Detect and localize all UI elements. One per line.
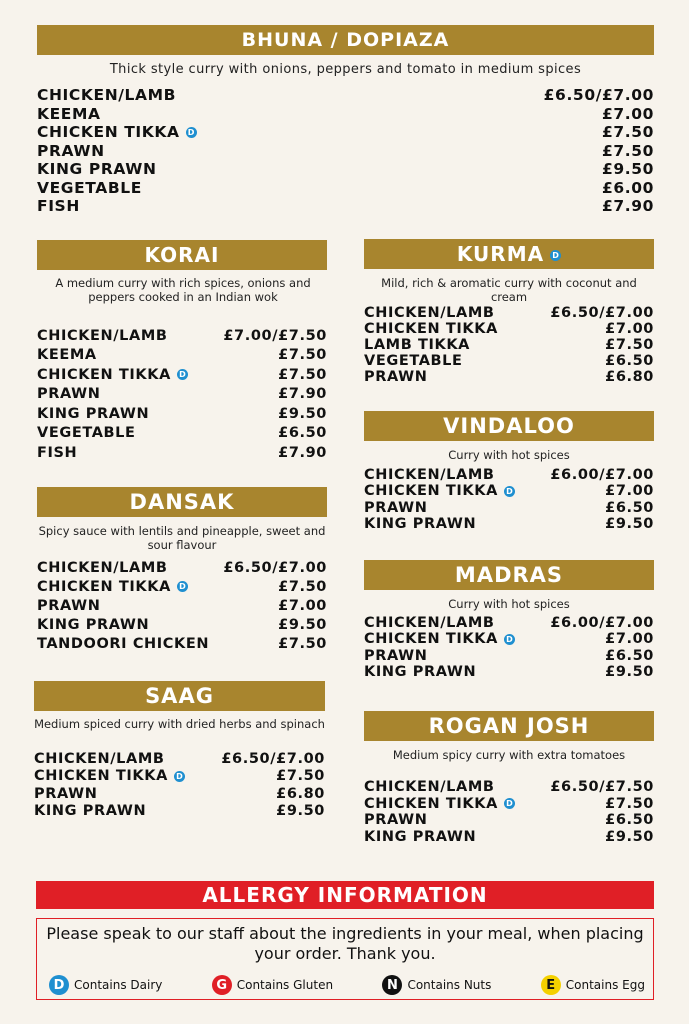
- dairy-icon: D: [550, 250, 561, 261]
- korai-header: [37, 240, 327, 270]
- menu-item-name: [37, 386, 101, 402]
- saag-description: Medium spiced curry with dried herbs and spinach: [34, 717, 325, 731]
- menu-item: [34, 785, 325, 803]
- menu-item-price: £6.50/£7.00: [223, 559, 327, 576]
- menu-item-name-text: CHICKEN/LAMB: [364, 615, 495, 632]
- dairy-icon: D: [186, 127, 197, 138]
- menu-item-name-text: VEGETABLE: [37, 178, 142, 197]
- menu-item-name: [364, 483, 515, 499]
- menu-item-name-text: PRAWN: [364, 812, 428, 829]
- menu-item-price: £6.50: [605, 647, 654, 664]
- menu-item-name: [37, 142, 105, 160]
- menu-item-name-text: KING PRAWN: [37, 160, 157, 179]
- menu-item-price: £7.00: [605, 321, 654, 337]
- rogan-header: [364, 711, 654, 741]
- madras-title: MADRAS: [454, 563, 564, 587]
- menu-item: [364, 516, 654, 532]
- menu-item: [364, 467, 654, 483]
- menu-item-name-text: CHICKEN/LAMB: [37, 327, 168, 344]
- dairy-icon: D: [177, 369, 188, 380]
- menu-item-name-text: KING PRAWN: [37, 405, 150, 422]
- menu-item-name-text: FISH: [37, 197, 80, 216]
- menu-item-name: [364, 500, 428, 516]
- menu-item-price: £7.50: [278, 347, 327, 364]
- menu-item: [364, 305, 654, 321]
- legend-dairy-label: Contains Dairy: [74, 978, 163, 992]
- menu-item: [364, 353, 654, 369]
- menu-item-price: £7.00/£7.50: [223, 327, 327, 344]
- menu-item-name: [364, 779, 495, 795]
- legend-gluten-label: Contains Gluten: [236, 978, 334, 992]
- dansak-title: DANSAK: [129, 490, 235, 514]
- menu-item: [364, 664, 654, 680]
- gluten-icon: G: [212, 975, 232, 995]
- menu-item: [34, 750, 325, 768]
- dansak-list: [37, 558, 327, 653]
- menu-item: [37, 558, 327, 577]
- vindaloo-list: [364, 467, 654, 532]
- menu-item-price: £7.00: [601, 104, 654, 123]
- menu-item: [37, 404, 327, 424]
- menu-item-name-text: KING PRAWN: [364, 516, 477, 533]
- menu-item-name-text: KING PRAWN: [364, 664, 477, 681]
- menu-item-price: £7.00: [278, 597, 327, 614]
- menu-item-name: [364, 829, 476, 845]
- kurma-list: [364, 305, 654, 385]
- menu-item-name-text: VEGETABLE: [364, 353, 463, 369]
- menu-item-name-text: PRAWN: [364, 647, 428, 664]
- menu-item-name: [37, 328, 168, 344]
- dairy-icon: D: [49, 975, 69, 995]
- menu-item-name: [37, 560, 168, 576]
- menu-item-price: £9.50: [605, 664, 654, 681]
- menu-item-name-text: CHICKEN TIKKA: [364, 321, 498, 337]
- menu-item-name: [364, 796, 515, 812]
- menu-item-name: [364, 467, 495, 483]
- menu-item-name: [37, 179, 142, 197]
- legend-nuts: [382, 975, 491, 995]
- bhuna-description: Thick style curry with onions, peppers and tomato in medium spices: [109, 62, 582, 77]
- menu-item-price: £7.50: [601, 141, 654, 160]
- menu-item: [37, 596, 327, 615]
- dansak-description: Spicy sauce with lentils and pineapple, sweet and sour flavour: [38, 524, 326, 552]
- bhuna-title: BHUNA / DOPIAZA: [241, 29, 450, 51]
- menu-item-name: [364, 615, 495, 631]
- menu-item: [37, 179, 654, 198]
- madras-description: Curry with hot spices: [448, 597, 570, 611]
- menu-item-price: £7.90: [601, 197, 654, 216]
- menu-item-price: £7.00: [605, 483, 654, 500]
- menu-item-name-text: CHICKEN TIKKA: [364, 483, 498, 500]
- saag-title: SAAG: [145, 684, 214, 708]
- menu-item-name-text: CHICKEN TIKKA: [37, 123, 180, 142]
- menu-item: [37, 105, 654, 124]
- nuts-icon: N: [382, 975, 402, 995]
- menu-item-price: £7.50: [601, 123, 654, 142]
- menu-item: [364, 483, 654, 499]
- menu-item-name-text: PRAWN: [34, 785, 98, 802]
- menu-item: [34, 768, 325, 786]
- menu-item-name-text: LAMB TIKKA: [364, 337, 470, 353]
- menu-item-name: [37, 617, 149, 633]
- menu-item-name: [364, 812, 428, 828]
- menu-item: [364, 369, 654, 385]
- menu-item-name: [364, 664, 476, 680]
- bhuna-header: [37, 25, 654, 55]
- madras-list: [364, 615, 654, 680]
- menu-item-name: [34, 768, 185, 784]
- vindaloo-title: VINDALOO: [443, 414, 575, 438]
- bhuna-list: [37, 86, 654, 216]
- menu-item-price: £9.50: [278, 405, 327, 422]
- menu-item: [364, 796, 654, 813]
- menu-item-name-text: KEEMA: [37, 347, 97, 364]
- menu-item: [37, 634, 327, 653]
- menu-item: [37, 385, 327, 405]
- menu-item-price: £9.50: [605, 516, 654, 533]
- menu-item-price: £7.90: [278, 386, 327, 403]
- menu-item-name: [37, 636, 209, 652]
- menu-item: [37, 86, 654, 105]
- vindaloo-description: Curry with hot spices: [448, 448, 570, 462]
- rogan-title: ROGAN JOSH: [428, 714, 590, 738]
- menu-item-name: [37, 598, 101, 614]
- menu-item-price: £7.50: [278, 366, 327, 383]
- menu-item-name: [364, 353, 463, 369]
- dairy-icon: D: [504, 486, 515, 497]
- menu-item-name-text: CHICKEN/LAMB: [34, 750, 165, 767]
- menu-item: [37, 142, 654, 161]
- menu-item-name-text: PRAWN: [37, 597, 101, 614]
- menu-item-name-text: PRAWN: [364, 499, 428, 516]
- menu-item-name-text: PRAWN: [364, 369, 428, 385]
- menu-item-name-text: CHICKEN/LAMB: [364, 305, 495, 321]
- dansak-header: [37, 487, 327, 517]
- menu-item-price: £6.50: [278, 425, 327, 442]
- menu-item: [37, 577, 327, 596]
- menu-item: [364, 337, 654, 353]
- allergy-header: ALLERGY INFORMATION: [36, 881, 654, 909]
- menu-item: [37, 123, 654, 142]
- legend-egg: [541, 975, 645, 995]
- menu-item-name: [364, 369, 428, 385]
- menu-item: [364, 631, 654, 647]
- menu-item: [364, 321, 654, 337]
- egg-icon: E: [541, 975, 561, 995]
- rogan-list: [364, 779, 654, 845]
- menu-item-name: [364, 516, 476, 532]
- menu-item-name: [37, 197, 80, 215]
- menu-item-name-text: CHICKEN TIKKA: [37, 578, 171, 595]
- menu-item-name: [37, 406, 149, 422]
- menu-item-name: [37, 160, 157, 178]
- allergen-legend: [49, 975, 645, 995]
- menu-item-name: [37, 105, 101, 123]
- menu-item: [364, 615, 654, 631]
- menu-item-name-text: CHICKEN/LAMB: [37, 86, 177, 105]
- menu-item-price: £6.50: [605, 812, 654, 829]
- menu-item-price: £6.50/£7.00: [221, 750, 325, 767]
- menu-item-price: £6.50: [605, 353, 654, 369]
- menu-item-name-text: CHICKEN/LAMB: [364, 779, 495, 796]
- menu-item-price: £7.50: [605, 337, 654, 353]
- vindaloo-header: [364, 411, 654, 441]
- menu-item-name-text: KEEMA: [37, 104, 101, 123]
- menu-item-name: [34, 786, 98, 802]
- korai-description: A medium curry with rich spices, onions and peppers cooked in an Indian wok: [55, 276, 311, 304]
- menu-item-price: £7.90: [278, 444, 327, 461]
- menu-item-name-text: TANDOORI CHICKEN: [37, 635, 210, 652]
- menu-item: [364, 648, 654, 664]
- menu-item-name-text: CHICKEN/LAMB: [37, 559, 168, 576]
- menu-item-name: [364, 648, 428, 664]
- menu-item-price: £7.50: [276, 768, 325, 785]
- menu-item: [364, 500, 654, 516]
- menu-item: [34, 803, 325, 821]
- menu-item-price: £6.80: [276, 785, 325, 802]
- legend-gluten: [212, 975, 333, 995]
- saag-header: [34, 681, 325, 711]
- menu-item-price: £7.50: [605, 795, 654, 812]
- menu-item: [37, 424, 327, 444]
- menu-item-name-text: FISH: [37, 444, 78, 461]
- menu-item-name-text: KING PRAWN: [34, 803, 147, 820]
- legend-egg-label: Contains Egg: [565, 978, 645, 992]
- menu-item: [37, 443, 327, 463]
- menu-item-name: [37, 123, 197, 141]
- kurma-description: Mild, rich & aromatic curry with coconut and cream: [381, 276, 637, 304]
- menu-item: [364, 779, 654, 796]
- legend-dairy: [49, 975, 162, 995]
- menu-item-price: £6.00: [601, 178, 654, 197]
- rogan-description: Medium spicy curry with extra tomatoes: [392, 748, 626, 762]
- menu-item-price: £6.50: [605, 499, 654, 516]
- menu-item-price: £7.50: [278, 635, 327, 652]
- menu-item-name-text: PRAWN: [37, 386, 101, 403]
- menu-item-price: £6.50/£7.50: [550, 779, 654, 796]
- menu-item: [37, 365, 327, 385]
- dairy-icon: D: [174, 771, 185, 782]
- menu-item-name-text: VEGETABLE: [37, 425, 136, 442]
- menu-item: [364, 829, 654, 846]
- menu-item-price: £9.50: [605, 829, 654, 846]
- menu-item-name-text: CHICKEN TIKKA: [34, 768, 168, 785]
- menu-item-name-text: KING PRAWN: [364, 829, 477, 846]
- allergy-box: [36, 918, 654, 1000]
- menu-item: [37, 326, 327, 346]
- menu-item-price: £7.50: [278, 578, 327, 595]
- menu-item-price: £9.50: [276, 803, 325, 820]
- menu-item-name: [37, 579, 188, 595]
- dairy-icon: D: [504, 798, 515, 809]
- menu-item-name-text: CHICKEN/LAMB: [364, 467, 495, 484]
- dairy-icon: D: [177, 581, 188, 592]
- menu-item: [37, 160, 654, 179]
- legend-nuts-label: Contains Nuts: [407, 978, 492, 992]
- menu-item-name: [37, 425, 136, 441]
- menu-item-name-text: CHICKEN TIKKA: [37, 366, 171, 383]
- menu-item-name-text: CHICKEN TIKKA: [364, 631, 498, 648]
- menu-item-price: £6.00/£7.00: [550, 615, 654, 632]
- menu-item-name-text: KING PRAWN: [37, 616, 150, 633]
- menu-item-price: £6.80: [605, 369, 654, 385]
- menu-item-name: [34, 803, 146, 819]
- menu-item-name: [37, 86, 176, 104]
- menu-item-name-text: PRAWN: [37, 141, 105, 160]
- menu-item-name: [364, 337, 470, 353]
- menu-item-price: £6.50/£7.00: [543, 86, 654, 105]
- menu-item-name: [37, 445, 77, 461]
- menu-item: [37, 346, 327, 366]
- menu-item-name: [34, 751, 165, 767]
- menu-item-price: £6.00/£7.00: [550, 467, 654, 484]
- allergy-text: Please speak to our staff about the ingredients in your meal, when placing your order. Thank you.: [46, 924, 644, 963]
- menu-item-price: £9.50: [278, 616, 327, 633]
- menu-item: [37, 615, 327, 634]
- madras-header: [364, 560, 654, 590]
- menu-item-price: £9.50: [601, 160, 654, 179]
- kurma-title: KURMA: [456, 242, 545, 266]
- menu-item: [364, 812, 654, 829]
- menu-item-name-text: CHICKEN TIKKA: [364, 795, 498, 812]
- korai-list: [37, 326, 327, 463]
- dairy-icon: D: [504, 634, 515, 645]
- saag-list: [34, 750, 325, 820]
- menu-item-name: [364, 305, 495, 321]
- menu-item-price: £6.50/£7.00: [550, 305, 654, 321]
- menu-item-name: [364, 631, 515, 647]
- menu-item-name: [37, 367, 188, 383]
- menu-item-price: £7.00: [605, 631, 654, 648]
- menu-item-name: [364, 321, 498, 337]
- menu-item-name: [37, 347, 97, 363]
- korai-title: KORAI: [144, 243, 220, 267]
- kurma-header: [364, 239, 654, 269]
- menu-item: [37, 197, 654, 216]
